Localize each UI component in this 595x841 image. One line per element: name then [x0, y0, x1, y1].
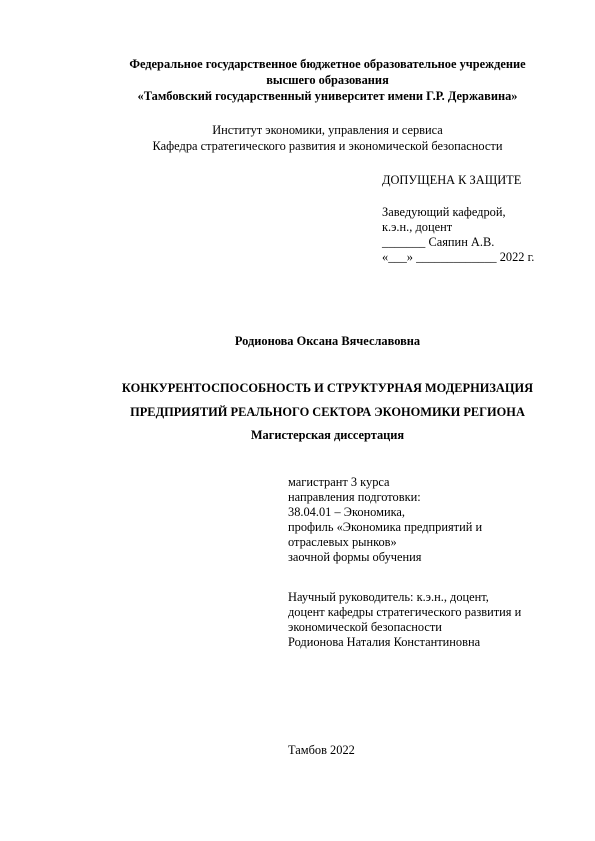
city-year: Тамбов 2022: [288, 743, 355, 757]
student-info-line: заочной формы обучения: [288, 550, 422, 564]
supervisor-info-line: доцент кафедры стратегического развития и: [288, 605, 522, 619]
student-info-line: магистрант 3 курса: [288, 475, 390, 489]
institution-name-line1: Федеральное государственное бюджетное образовательное учреждение: [129, 57, 526, 71]
student-info-line: профиль «Экономика предприятий и: [288, 520, 483, 534]
student-info-block: [288, 475, 482, 565]
thesis-type: Магистерская диссертация: [250, 428, 405, 442]
institution-name-line3: «Тамбовский государственный университет имени Г.Р. Державина»: [137, 89, 518, 103]
supervisor-info-line: Научный руководитель: к.э.н., доцент,: [288, 590, 489, 604]
department-name: Кафедра стратегического развития и экономической безопасности: [152, 139, 503, 153]
approval-block: [382, 205, 534, 265]
thesis-title-line1: КОНКУРЕНТОСПОСОБНОСТЬ И СТРУКТУРНАЯ МОДЕРНИЗАЦИЯ: [121, 381, 534, 395]
thesis-title-line2: ПРЕДПРИЯТИЙ РЕАЛЬНОГО СЕКТОРА ЭКОНОМИКИ РЕГИОНА: [130, 405, 525, 419]
approval-line: к.э.н., доцент: [382, 220, 453, 234]
supervisor-info-block: [288, 590, 521, 650]
supervisor-info-line: Родионова Наталия Константиновна: [288, 635, 481, 649]
approval-line: «___» _____________ 2022 г.: [382, 250, 535, 264]
supervisor-info-line: экономической безопасности: [288, 620, 442, 634]
student-info-line: 38.04.01 – Экономика,: [288, 505, 406, 519]
approval-line: _______ Саяпин А.В.: [382, 235, 495, 249]
author-name: Родионова Оксана Вячеславовна: [234, 334, 421, 348]
student-info-line: отраслевых рынков»: [288, 535, 397, 549]
approval-line: Заведующий кафедрой,: [382, 205, 506, 219]
institution-name-line2: высшего образования: [266, 73, 389, 87]
student-info-line: направления подготовки:: [288, 490, 421, 504]
institute-name: Институт экономики, управления и сервиса: [212, 123, 443, 137]
approval-title: ДОПУЩЕНА К ЗАЩИТЕ: [382, 173, 522, 187]
